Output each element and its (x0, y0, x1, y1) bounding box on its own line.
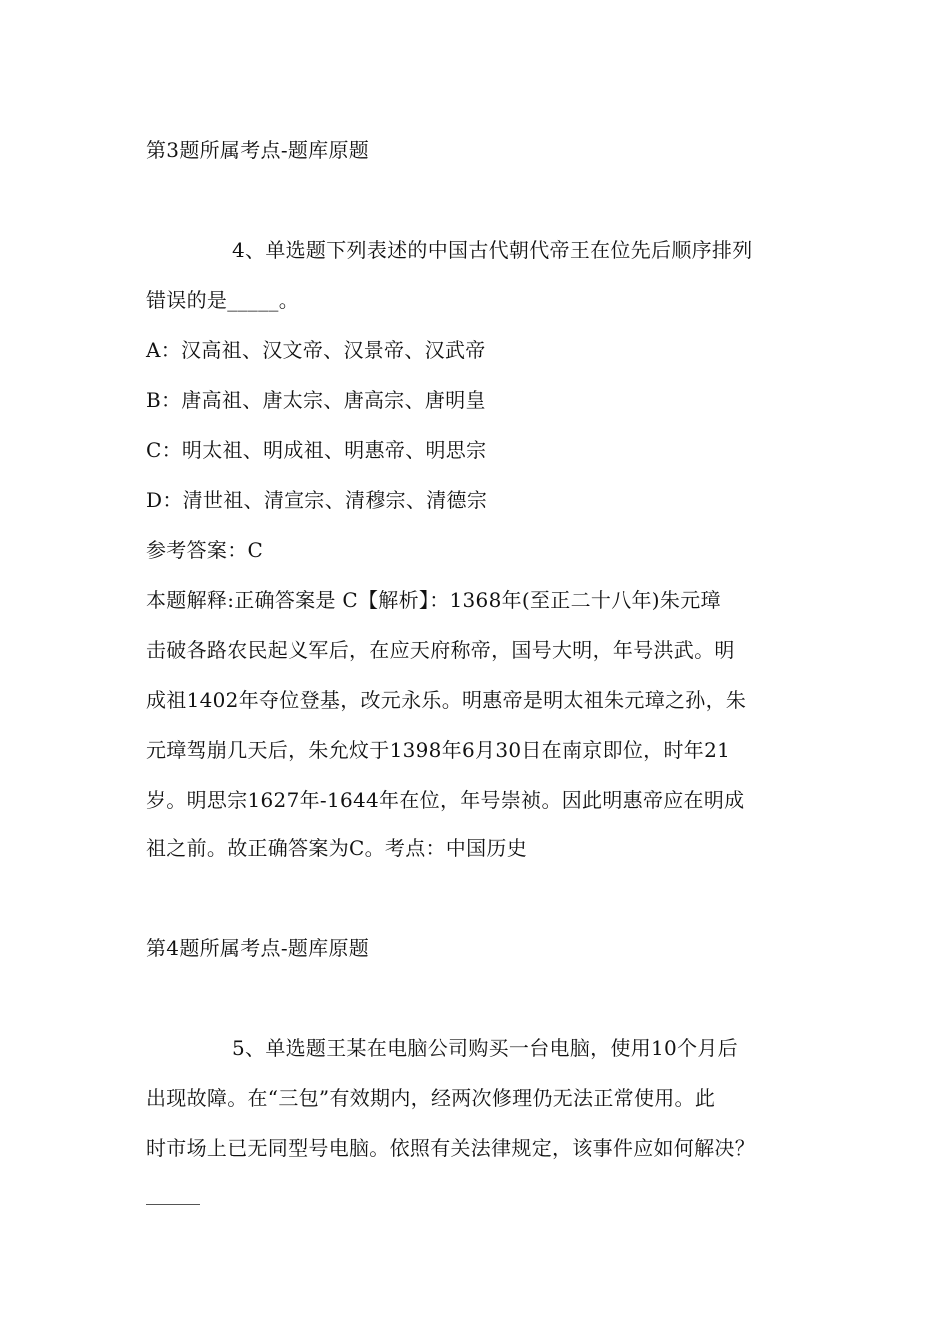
q3-section-label: 第3题所属考点-题库原题 (146, 138, 370, 162)
q4-explanation-line-6: 祖之前。故正确答案为C。考点：中国历史 (146, 836, 528, 860)
q4-explanation-line-4: 元璋驾崩几天后，朱允炆于1398年6月30日在南京即位，时年21 (146, 738, 731, 762)
q5-stem-line-2: 出现故障。在“三包”有效期内，经两次修理仍无法正常使用。此 (146, 1086, 716, 1110)
q4-answer: 参考答案：C (146, 538, 264, 562)
q4-option-b: B：唐高祖、唐太宗、唐高宗、唐明皇 (146, 388, 486, 412)
q4-option-a: A：汉高祖、汉文帝、汉景帝、汉武帝 (146, 338, 486, 362)
q5-stem-line-3: 时市场上已无同型号电脑。依照有关法律规定，该事件应如何解决？ (146, 1136, 755, 1160)
q5-stem-line-1: 5、单选题王某在电脑公司购买一台电脑，使用10个月后 (232, 1036, 738, 1060)
q4-stem-line-1: 4、单选题下列表述的中国古代朝代帝王在位先后顺序排列 (232, 238, 753, 262)
q4-stem-line-2: 错误的是_____。 (146, 288, 299, 312)
q4-explanation-line-1: 本题解释:正确答案是 C【解析】：1368年(至正二十八年)朱元璋 (146, 588, 721, 612)
q4-explanation-line-5: 岁。明思宗1627年-1644年在位，年号崇祯。因此明惠帝应在明成 (146, 788, 745, 812)
q4-section-label: 第4题所属考点-题库原题 (146, 936, 370, 960)
q4-option-c: C：明太祖、明成祖、明惠帝、明思宗 (146, 438, 487, 462)
q4-explanation-line-2: 击破各路农民起义军后，在应天府称帝，国号大明，年号洪武。明 (146, 638, 735, 662)
answer-blank-line (146, 1204, 200, 1205)
q4-option-d: D：清世祖、清宣宗、清穆宗、清德宗 (146, 488, 488, 512)
q4-explanation-line-3: 成祖1402年夺位登基，改元永乐。明惠帝是明太祖朱元璋之孙，朱 (146, 688, 747, 712)
